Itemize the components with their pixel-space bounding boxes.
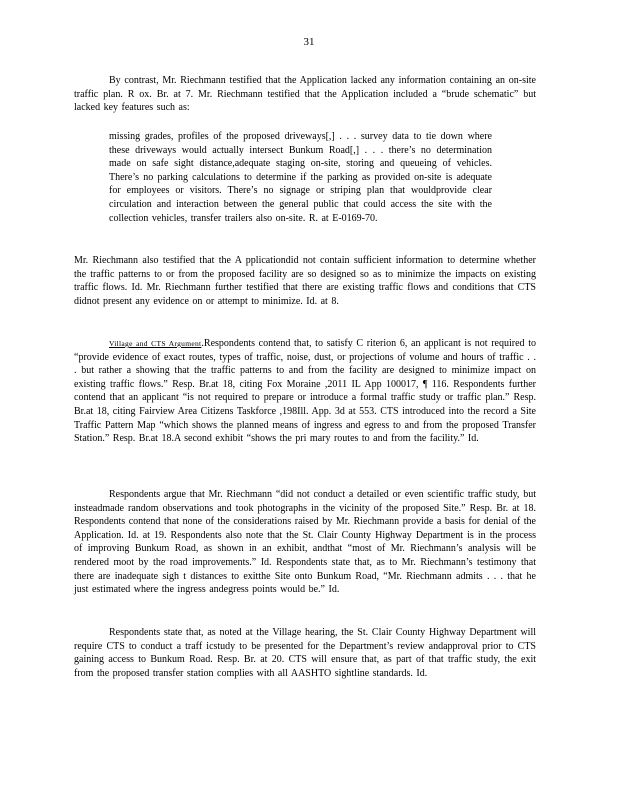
section-heading-village-cts-argument: Village and CTS Argument — [109, 339, 202, 348]
block-quote-missing-features: missing grades, profiles of the proposed driveways[,] . . . survey data to tie down where these driveways would actually intersect Bunkum Road[,] . . . there’s no determination made on safe sight distance,adequate staging on-site, storing and queueing of vehicles. There’s no parking calculations to determine if the parking as provided on-site is adequate for employees or visitors. There’s no signage or striping plan that wouldprovide clear circulation and interaction between the general public that could access the site with the collection vehicles, transfer trailers also on-site. R. at E-0169-70. — [109, 131, 492, 224]
paragraph-village-cts-argument-body: .Respondents contend that, to satisfy C riterion 6, an applicant is not required to “provide evidence of exact routes, types of traffic, noise, dust, or projections of volume and hours of traffic . . . but rather a showing that the traffic patterns to and from the facility are designed to minimize impact on existing traffic flows.” Resp. Br.at 18, citing Fox Moraine ,2011 IL App 100017, ¶ 116. Respondents further contend that an applicant “is not required to prepare or introduce a formal traffic study or traffic plan.” Resp. Br.at 18, citing Fairview Area Citizens Taskforce ,198Ill. App. 3d at 553. CTS introduced into the record a Site Traffic Pattern Map “which shows the planned means of ingress and egress to and from the proposed Transfer Station.” Resp. Br.at 18.A second exhibit “shows the pri mary routes to and from the facility.” Id. — [74, 338, 536, 445]
page-number: 31 — [303, 36, 315, 48]
paragraph-riechmann-testimony: By contrast, Mr. Riechmann testified that the Application lacked any information containing an on-site traffic plan. R ox. Br. at 7. Mr. Riechmann testified that the Application included a “brude schematic” but lacked key features such as: — [74, 75, 536, 114]
paragraph-respondents-state: Respondents state that, as noted at the Village hearing, the St. Clair County Highway Department will require CTS to conduct a traff icstudy to be presented for the Department’s review andapproval prior to CTS gaining access to Bunkum Road. Resp. Br. at 20. CTS will ensure that, as part of that traffic study, the exit from the proposed transfer station complies with all AASHTO sightline standards. Id. — [74, 627, 536, 679]
paragraph-traffic-flows: Mr. Riechmann also testified that the A pplicationdid not contain sufficient information to determine whether the traffic patterns to or from the proposed facility are so designed so as to minimize the impacts on existing traffic flows. Id. Mr. Riechmann further testified that there are existing traffic flows and conditions that CTS didnot present any evidence on or attempt to minimize. Id. at 8. — [74, 255, 536, 307]
paragraph-respondents-argue: Respondents argue that Mr. Riechmann “did not conduct a detailed or even scientific traffic study, but insteadmade random observations and took photographs in the vicinity of the proposed Site.” Resp. Br. at 18. Respondents contend that none of the considerations raised by Mr. Riechmann provide a basis for denial of the Application. Id. at 19. Respondents also note that the St. Clair County Highway Department is in the process of improving Bunkum Road, as shown in an exhibit, andthat “most of Mr. Riechmann’s analysis will be rendered moot by the road improvements.” Id. Respondents state that, as to Mr. Riechmann’s testimony that there are inadequate sigh t distances to exitthe Site onto Bunkum Road, “Mr. Riechmann admits . . . that he just estimated where the ingress andegress points would be.” Id. — [74, 489, 536, 596]
paragraph-village-cts-argument — [74, 337, 536, 446]
